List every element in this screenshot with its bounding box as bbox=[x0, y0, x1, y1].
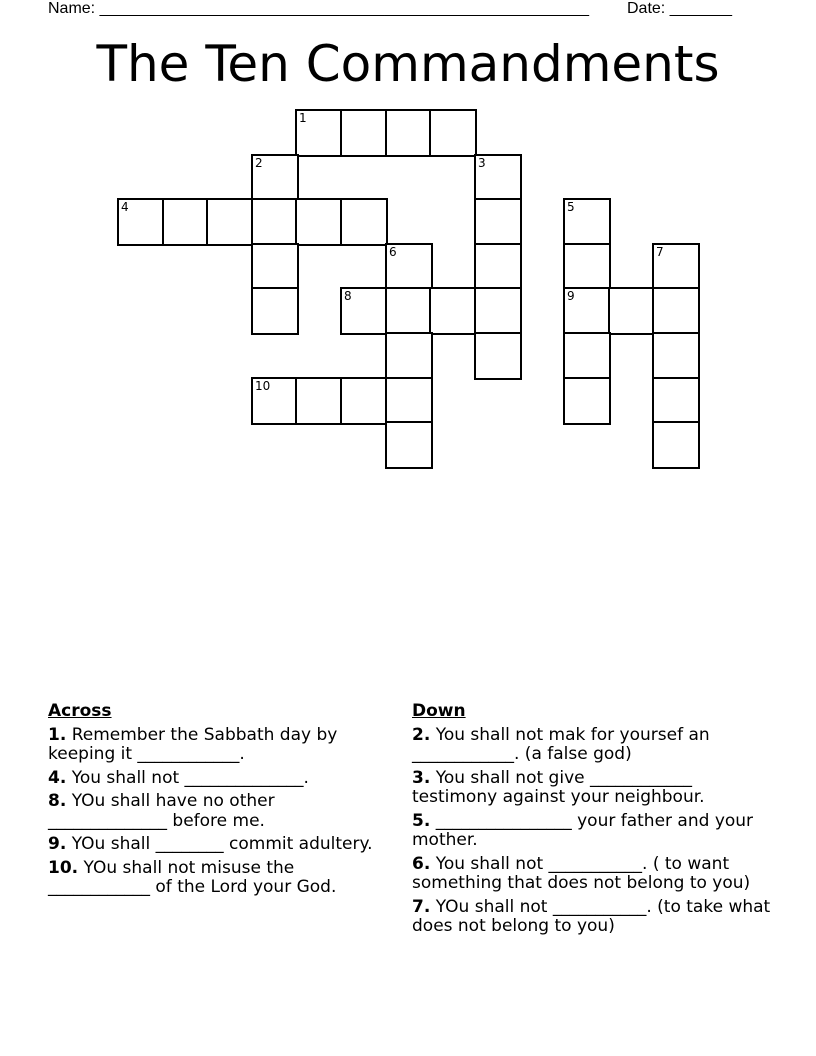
date-field-line: Date: _______ bbox=[627, 0, 732, 17]
crossword-cell[interactable] bbox=[652, 377, 700, 425]
cell-number: 3 bbox=[478, 156, 486, 170]
crossword-cell[interactable] bbox=[652, 332, 700, 380]
clue-number: 8. bbox=[48, 791, 67, 811]
crossword-cell[interactable] bbox=[251, 377, 299, 425]
crossword-cell[interactable] bbox=[385, 243, 433, 291]
crossword-cell[interactable] bbox=[251, 154, 299, 202]
crossword-cell[interactable] bbox=[429, 109, 477, 157]
crossword-cell[interactable] bbox=[563, 377, 611, 425]
clue-text: You shall not ___________. ( to want something that does not belong to you) bbox=[412, 853, 751, 893]
crossword-cell[interactable] bbox=[251, 198, 299, 246]
crossword-cell[interactable] bbox=[295, 109, 343, 157]
clue-number: 7. bbox=[412, 896, 431, 917]
crossword-cell[interactable] bbox=[162, 198, 210, 246]
crossword-cell[interactable] bbox=[251, 243, 299, 291]
name-field-line: Name: _______________________________________________________ bbox=[48, 0, 589, 17]
page-title: The Ten Commandments bbox=[96, 35, 720, 93]
clue-text: YOu shall ________ commit adultery. bbox=[66, 834, 373, 854]
cell-number: 2 bbox=[255, 156, 263, 170]
clue-text: YOu shall not misuse the ____________ of the Lord your God. bbox=[48, 857, 337, 897]
crossword-cell[interactable] bbox=[385, 421, 433, 469]
across-heading: Across bbox=[48, 701, 112, 721]
clue-down-2 bbox=[412, 726, 782, 765]
clue-number: 9. bbox=[48, 834, 67, 854]
clue-number: 2. bbox=[412, 724, 431, 745]
crossword-cell[interactable] bbox=[652, 421, 700, 469]
clue-number: 4. bbox=[48, 767, 67, 788]
clue-text: Remember the Sabbath day by keeping it ____________. bbox=[48, 724, 338, 764]
crossword-cell[interactable] bbox=[474, 154, 522, 202]
clue-text: You shall not give ____________ testimony against your neighbour. bbox=[412, 767, 705, 807]
clue-number: 6. bbox=[412, 853, 431, 874]
crossword-cell[interactable] bbox=[251, 287, 299, 335]
clue-number: 10. bbox=[48, 857, 79, 878]
cell-number: 6 bbox=[389, 245, 397, 259]
clue-text: You shall not ______________. bbox=[66, 767, 309, 788]
clue-number: 3. bbox=[412, 767, 431, 788]
cell-number: 9 bbox=[567, 289, 575, 303]
cell-number: 7 bbox=[656, 245, 664, 259]
crossword-cell[interactable] bbox=[474, 198, 522, 246]
crossword-cell[interactable] bbox=[474, 332, 522, 380]
down-heading: Down bbox=[412, 701, 466, 721]
clue-text: YOu shall not ___________. (to take what does not belong to you) bbox=[412, 896, 771, 936]
crossword-cell[interactable] bbox=[295, 377, 343, 425]
clue-across-9 bbox=[48, 835, 388, 855]
clue-text: ________________ your father and your mother. bbox=[412, 810, 754, 850]
crossword-cell[interactable] bbox=[340, 377, 388, 425]
clue-across-4 bbox=[48, 769, 388, 789]
crossword-cell[interactable] bbox=[474, 243, 522, 291]
crossword-cell[interactable] bbox=[563, 243, 611, 291]
clue-text: You shall not mak for yoursef an ____________. (a false god) bbox=[412, 724, 710, 764]
crossword-cell[interactable] bbox=[652, 243, 700, 291]
across-clues bbox=[48, 702, 388, 902]
crossword-cell[interactable] bbox=[340, 287, 388, 335]
crossword-cell[interactable] bbox=[563, 198, 611, 246]
clue-across-1 bbox=[48, 726, 388, 765]
crossword-cell[interactable] bbox=[206, 198, 254, 246]
crossword-cell[interactable] bbox=[385, 109, 433, 157]
cell-number: 8 bbox=[344, 289, 352, 303]
clue-across-8 bbox=[48, 792, 388, 831]
cell-number: 1 bbox=[299, 111, 307, 125]
clue-down-6 bbox=[412, 855, 782, 894]
crossword-cell[interactable] bbox=[563, 287, 611, 335]
crossword-grid bbox=[0, 0, 816, 480]
clue-number: 1. bbox=[48, 724, 67, 745]
crossword-cell[interactable] bbox=[340, 198, 388, 246]
crossword-cell[interactable] bbox=[474, 287, 522, 335]
crossword-cell[interactable] bbox=[429, 287, 477, 335]
cell-number: 10 bbox=[255, 379, 271, 393]
crossword-cell[interactable] bbox=[563, 332, 611, 380]
crossword-cell[interactable] bbox=[608, 287, 656, 335]
clue-text: YOu shall have no other ______________ before me. bbox=[48, 791, 275, 831]
crossword-cell[interactable] bbox=[295, 198, 343, 246]
cell-number: 5 bbox=[567, 200, 575, 214]
crossword-cell[interactable] bbox=[385, 332, 433, 380]
crossword-cell[interactable] bbox=[652, 287, 700, 335]
cell-number: 4 bbox=[121, 200, 129, 214]
clue-down-3 bbox=[412, 769, 782, 808]
crossword-cell[interactable] bbox=[340, 109, 388, 157]
clue-across-10 bbox=[48, 859, 388, 898]
crossword-cell[interactable] bbox=[385, 287, 433, 335]
clue-down-5 bbox=[412, 812, 782, 851]
crossword-cell[interactable] bbox=[385, 377, 433, 425]
crossword-cell[interactable] bbox=[117, 198, 165, 246]
down-clues bbox=[412, 702, 782, 941]
clue-down-7 bbox=[412, 898, 782, 937]
clue-number: 5. bbox=[412, 810, 431, 831]
